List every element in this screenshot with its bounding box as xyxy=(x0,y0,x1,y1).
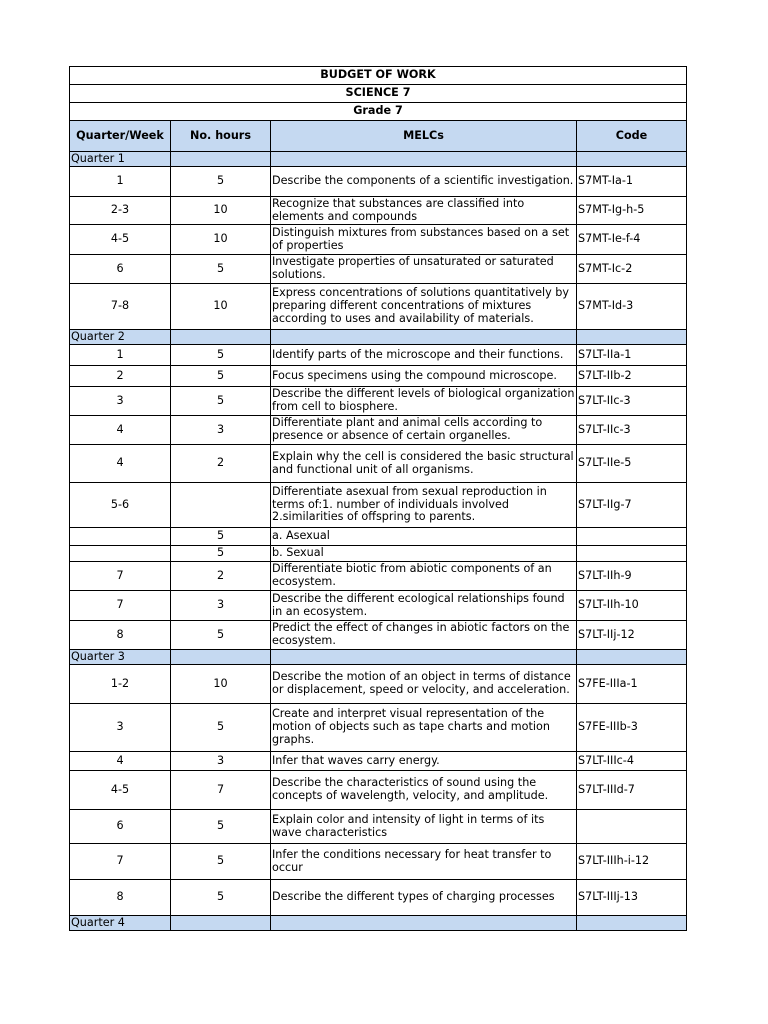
quarter-empty-cell xyxy=(577,650,687,665)
week-cell: 4-5 xyxy=(70,771,171,810)
code-cell: S7FE-IIIa-1 xyxy=(577,665,687,704)
hours-cell: 7 xyxy=(171,771,271,810)
code-cell: S7FE-IIIb-3 xyxy=(577,704,687,752)
table-row xyxy=(70,810,687,844)
quarter-empty-cell xyxy=(577,330,687,345)
table-row xyxy=(70,621,687,650)
table-row xyxy=(70,546,687,562)
quarter-empty-cell xyxy=(171,152,271,167)
table-row xyxy=(70,225,687,255)
hours-cell: 3 xyxy=(171,416,271,445)
melc-cell: Focus specimens using the compound microscope. xyxy=(271,366,577,387)
hours-cell: 5 xyxy=(171,366,271,387)
table-row xyxy=(70,771,687,810)
week-cell xyxy=(70,546,171,562)
hours-cell: 5 xyxy=(171,704,271,752)
sheet-title: BUDGET OF WORK xyxy=(70,67,687,85)
table-row xyxy=(70,387,687,416)
week-cell: 5-6 xyxy=(70,483,171,528)
hours-cell: 5 xyxy=(171,844,271,880)
week-cell: 6 xyxy=(70,255,171,284)
code-cell: S7LT-IIh-9 xyxy=(577,562,687,591)
hours-cell: 10 xyxy=(171,284,271,330)
hours-cell: 10 xyxy=(171,197,271,225)
header-no-hours: No. hours xyxy=(171,121,271,152)
code-cell: S7LT-IIj-12 xyxy=(577,621,687,650)
hours-cell: 2 xyxy=(171,445,271,483)
week-cell: 1 xyxy=(70,345,171,366)
code-cell xyxy=(577,546,687,562)
hours-cell: 5 xyxy=(171,621,271,650)
week-cell: 7 xyxy=(70,562,171,591)
quarter-label: Quarter 2 xyxy=(70,330,171,345)
code-cell: S7MT-Ic-2 xyxy=(577,255,687,284)
melc-cell: Differentiate biotic from abiotic components of an ecosystem. xyxy=(271,562,577,591)
grade-title: Grade 7 xyxy=(70,103,687,121)
week-cell: 4 xyxy=(70,445,171,483)
melc-cell: Describe the different levels of biological organization from cell to biosphere. xyxy=(271,387,577,416)
hours-cell: 5 xyxy=(171,387,271,416)
table-row xyxy=(70,528,687,546)
code-cell: S7LT-IIIj-13 xyxy=(577,880,687,916)
melc-cell: Explain why the cell is considered the basic structural and functional unit of all organisms. xyxy=(271,445,577,483)
code-cell: S7LT-IIc-3 xyxy=(577,416,687,445)
quarter-empty-cell xyxy=(577,916,687,931)
hours-cell: 2 xyxy=(171,562,271,591)
hours-cell xyxy=(171,483,271,528)
week-cell xyxy=(70,528,171,546)
hours-cell: 5 xyxy=(171,546,271,562)
table-row xyxy=(70,197,687,225)
week-cell: 8 xyxy=(70,621,171,650)
week-cell: 3 xyxy=(70,387,171,416)
melc-cell: a. Asexual xyxy=(271,528,577,546)
week-cell: 4 xyxy=(70,752,171,771)
grade-row xyxy=(70,103,687,121)
quarter-label: Quarter 3 xyxy=(70,650,171,665)
code-cell xyxy=(577,810,687,844)
melc-cell: Describe the motion of an object in terms of distance or displacement, speed or velocity, and acceleration. xyxy=(271,665,577,704)
melc-cell: Investigate properties of unsaturated or saturated solutions. xyxy=(271,255,577,284)
table-row xyxy=(70,416,687,445)
table-row xyxy=(70,255,687,284)
code-cell: S7LT-IIe-5 xyxy=(577,445,687,483)
budget-of-work-table xyxy=(69,66,687,931)
week-cell: 7-8 xyxy=(70,284,171,330)
code-cell: S7MT-Ia-1 xyxy=(577,167,687,197)
week-cell: 6 xyxy=(70,810,171,844)
week-cell: 1-2 xyxy=(70,665,171,704)
table-row xyxy=(70,844,687,880)
table-row xyxy=(70,591,687,621)
table-row xyxy=(70,665,687,704)
melc-cell: Differentiate asexual from sexual reproduction in terms of:1. number of individuals involved 2.similarities of offspring to parents. xyxy=(271,483,577,528)
melc-cell: Recognize that substances are classified into elements and compounds xyxy=(271,197,577,225)
code-cell: S7MT-Ig-h-5 xyxy=(577,197,687,225)
quarter-row xyxy=(70,152,687,167)
week-cell: 7 xyxy=(70,591,171,621)
table-row xyxy=(70,704,687,752)
code-cell: S7LT-IIg-7 xyxy=(577,483,687,528)
week-cell: 2-3 xyxy=(70,197,171,225)
melc-cell: Identify parts of the microscope and their functions. xyxy=(271,345,577,366)
melc-cell: Express concentrations of solutions quantitatively by preparing different concentrations of mixtures according to uses and availability of materials. xyxy=(271,284,577,330)
code-cell: S7LT-IIc-3 xyxy=(577,387,687,416)
header-melcs: MELCs xyxy=(271,121,577,152)
hours-cell: 5 xyxy=(171,880,271,916)
code-cell: S7LT-IIh-10 xyxy=(577,591,687,621)
quarter-row xyxy=(70,330,687,345)
code-cell: S7MT-Id-3 xyxy=(577,284,687,330)
quarter-empty-cell xyxy=(271,916,577,931)
melc-cell: Explain color and intensity of light in terms of its wave characteristics xyxy=(271,810,577,844)
melc-cell: Describe the components of a scientific investigation. xyxy=(271,167,577,197)
melc-cell: Infer that waves carry energy. xyxy=(271,752,577,771)
quarter-row xyxy=(70,916,687,931)
melc-cell: Describe the different types of charging processes xyxy=(271,880,577,916)
quarter-empty-cell xyxy=(171,916,271,931)
hours-cell: 10 xyxy=(171,665,271,704)
table-row xyxy=(70,562,687,591)
table-row xyxy=(70,445,687,483)
melc-cell: b. Sexual xyxy=(271,546,577,562)
code-cell: S7LT-IIIc-4 xyxy=(577,752,687,771)
week-cell: 1 xyxy=(70,167,171,197)
melc-cell: Distinguish mixtures from substances based on a set of properties xyxy=(271,225,577,255)
code-cell: S7LT-IIId-7 xyxy=(577,771,687,810)
week-cell: 2 xyxy=(70,366,171,387)
code-cell: S7MT-Ie-f-4 xyxy=(577,225,687,255)
table-row xyxy=(70,366,687,387)
melc-cell: Infer the conditions necessary for heat transfer to occur xyxy=(271,844,577,880)
quarter-label: Quarter 4 xyxy=(70,916,171,931)
week-cell: 4 xyxy=(70,416,171,445)
quarter-empty-cell xyxy=(171,650,271,665)
table-row xyxy=(70,345,687,366)
quarter-label: Quarter 1 xyxy=(70,152,171,167)
melc-cell: Describe the characteristics of sound using the concepts of wavelength, velocity, and amplitude. xyxy=(271,771,577,810)
melc-cell: Create and interpret visual representation of the motion of objects such as tape charts and motion graphs. xyxy=(271,704,577,752)
subject-title: SCIENCE 7 xyxy=(70,85,687,103)
hours-cell: 5 xyxy=(171,345,271,366)
quarter-empty-cell xyxy=(271,152,577,167)
hours-cell: 5 xyxy=(171,255,271,284)
quarter-empty-cell xyxy=(577,152,687,167)
melc-cell: Differentiate plant and animal cells according to presence or absence of certain organelles. xyxy=(271,416,577,445)
table-row xyxy=(70,483,687,528)
hours-cell: 3 xyxy=(171,591,271,621)
hours-cell: 5 xyxy=(171,528,271,546)
hours-cell: 10 xyxy=(171,225,271,255)
melc-cell: Predict the effect of changes in abiotic factors on the ecosystem. xyxy=(271,621,577,650)
table-row xyxy=(70,880,687,916)
code-cell xyxy=(577,528,687,546)
code-cell: S7LT-IIa-1 xyxy=(577,345,687,366)
code-cell: S7LT-IIb-2 xyxy=(577,366,687,387)
title-row xyxy=(70,67,687,85)
week-cell: 8 xyxy=(70,880,171,916)
code-cell: S7LT-IIIh-i-12 xyxy=(577,844,687,880)
week-cell: 4-5 xyxy=(70,225,171,255)
hours-cell: 5 xyxy=(171,810,271,844)
hours-cell: 5 xyxy=(171,167,271,197)
melc-cell: Describe the different ecological relationships found in an ecosystem. xyxy=(271,591,577,621)
week-cell: 7 xyxy=(70,844,171,880)
header-code: Code xyxy=(577,121,687,152)
table-row xyxy=(70,284,687,330)
header-quarter-week: Quarter/Week xyxy=(70,121,171,152)
table-row xyxy=(70,167,687,197)
quarter-empty-cell xyxy=(271,330,577,345)
quarter-row xyxy=(70,650,687,665)
table-row xyxy=(70,752,687,771)
header-row xyxy=(70,121,687,152)
subject-row xyxy=(70,85,687,103)
quarter-empty-cell xyxy=(271,650,577,665)
hours-cell: 3 xyxy=(171,752,271,771)
quarter-empty-cell xyxy=(171,330,271,345)
week-cell: 3 xyxy=(70,704,171,752)
